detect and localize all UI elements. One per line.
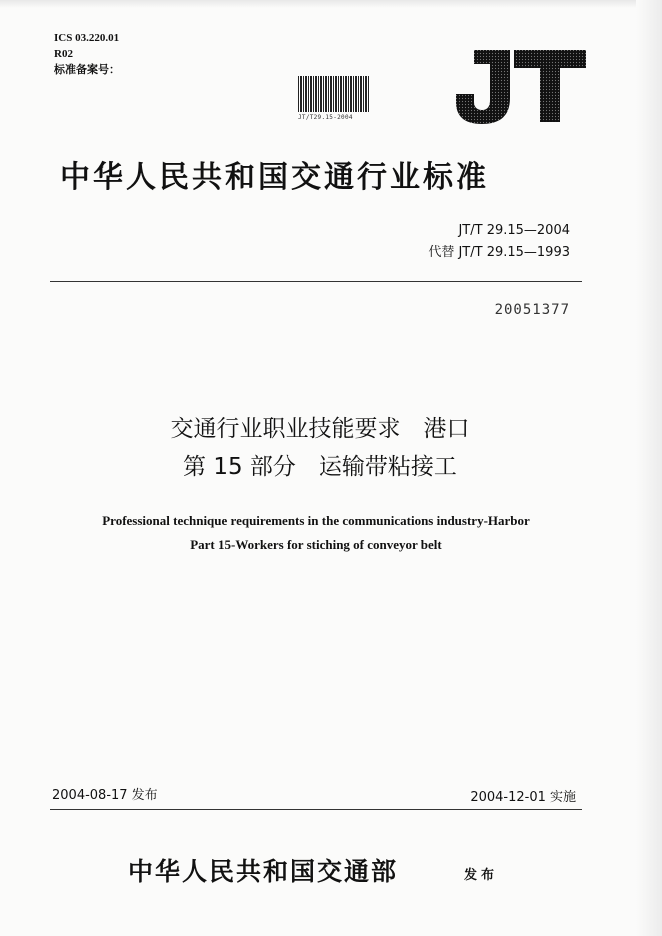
filing-number-label: 标准备案号： xyxy=(54,64,120,76)
issuing-authority: 中华人民共和国交通部 xyxy=(128,857,399,886)
issue-action: 发布 xyxy=(464,868,499,883)
stamped-number: 20051377 xyxy=(494,302,570,318)
standard-code: JT/T 29.15—2004 xyxy=(458,223,570,238)
ics-code: ICS 03.220.01 xyxy=(54,32,120,44)
scan-top-edge xyxy=(0,0,662,8)
class-code: R02 xyxy=(54,48,73,60)
implement-date: 2004-12-01 实施 xyxy=(470,790,576,805)
standard-category-title: 中华人民共和国交通行业标准 xyxy=(60,160,489,195)
document-title-line-2: 第 15 部分 运输带粘接工 xyxy=(183,454,457,480)
standard-codes xyxy=(428,220,570,264)
barcode-caption: JT/T29.15-2004 xyxy=(298,114,353,121)
barcode xyxy=(298,76,374,122)
document-title-line-1: 交通行业职业技能要求 港口 xyxy=(170,416,470,442)
barcode-bars xyxy=(298,76,370,112)
classification-block xyxy=(54,30,120,78)
english-title-line-1: Professional technique requirements in the communications industry-Harbor xyxy=(102,513,530,528)
top-divider xyxy=(50,281,582,282)
jt-logo-icon xyxy=(452,46,590,126)
publish-date: 2004-08-17 发布 xyxy=(52,788,158,803)
replaced-standard-code: 代替 JT/T 29.15—1993 xyxy=(428,245,570,260)
english-title-line-2: Part 15-Workers for stiching of conveyor belt xyxy=(190,537,442,552)
bottom-divider xyxy=(50,809,582,810)
